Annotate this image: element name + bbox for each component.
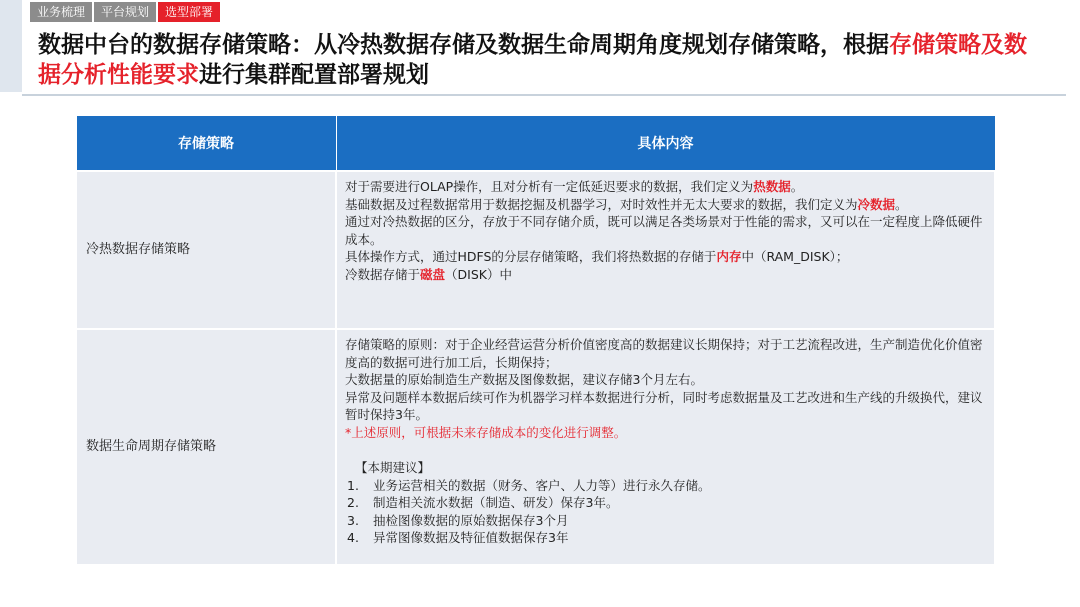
- cold-storage-method: 冷数据存储于磁盘（DISK）中: [345, 266, 512, 282]
- tab-selection-deployment[interactable]: 选型部署: [158, 2, 220, 22]
- hot-data-definition: 对于需要进行OLAP操作，且对分析有一定低延迟要求的数据，我们定义为热数据。: [345, 179, 804, 194]
- adjustment-note: *上述原则，可根据未来存储成本的变化进行调整。: [345, 424, 627, 440]
- title-suffix: 进行集群配置部署规划: [199, 62, 429, 88]
- hot-cold-benefit: 通过对冷热数据的区分，存放于不同存储介质，既可以满足各类场景对于性能的需求，又可以在一定程度上降低硬件成本。: [345, 214, 983, 247]
- row-content-lifecycle: [336, 329, 995, 565]
- title-divider: [22, 94, 1066, 96]
- row-label-lifecycle: 数据生命周期存储策略: [76, 329, 336, 565]
- table-row-lifecycle: [76, 329, 995, 565]
- table-header-row: [76, 116, 995, 172]
- list-item: 2. 制造相关流水数据（制造、研发）保存3年。: [347, 495, 619, 510]
- hot-data-term: 热数据: [753, 179, 791, 194]
- memory-term: 内存: [716, 249, 742, 264]
- storage-strategy-table: [75, 115, 996, 566]
- recommendation-title: 【本期建议】: [355, 460, 431, 475]
- header-content: 具体内容: [336, 116, 995, 172]
- row-content-hot-cold: [336, 171, 995, 329]
- header-strategy: 存储策略: [76, 116, 336, 172]
- cold-data-definition: 基础数据及过程数据常用于数据挖掘及机器学习，对时效性并无太大要求的数据，我们定义为冷数据。: [345, 196, 908, 212]
- list-item: 4. 异常图像数据及特征值数据保存3年: [347, 530, 569, 545]
- title-highlight: 存储策略及数据分析性能要求: [38, 32, 1027, 88]
- left-accent-bar: [0, 0, 22, 92]
- title-prefix: 数据中台的数据存储策略：从冷热数据存储及数据生命周期角度规划存储策略，根据: [38, 32, 889, 58]
- table-row-hot-cold: [76, 171, 995, 329]
- hot-storage-method: 具体操作方式，通过HDFS的分层存储策略，我们将热数据的存储于内存中（RAM_DISK）；: [345, 249, 849, 264]
- disk-term: 磁盘: [420, 266, 446, 282]
- section-tabs: [30, 2, 220, 22]
- raw-data-retention: 大数据量的原始制造生产数据及图像数据，建议存储3个月左右。: [345, 372, 703, 387]
- list-item: 1. 业务运营相关的数据（财务、客户、人力等）进行永久存储。: [347, 477, 711, 493]
- abnormal-sample-retention: 异常及问题样本数据后续可作为机器学习样本数据进行分析，同时考虑数据量及工艺改进和生产线的升级换代，建议暂时保持3年。: [345, 389, 983, 422]
- tab-platform-planning[interactable]: 平台规划: [94, 2, 156, 22]
- lifecycle-principle: 存储策略的原则：对于企业经营运营分析价值密度高的数据建议长期保持；对于工艺流程改进，生产制造优化价值密度高的数据可进行加工后，长期保持；: [345, 337, 983, 370]
- page-title: [38, 30, 1038, 90]
- cold-data-term: 冷数据: [857, 196, 896, 212]
- list-item: 3. 抽检图像数据的原始数据保存3个月: [347, 512, 569, 528]
- tab-business-review[interactable]: 业务梳理: [30, 2, 92, 22]
- row-label-hot-cold: 冷热数据存储策略: [76, 171, 336, 329]
